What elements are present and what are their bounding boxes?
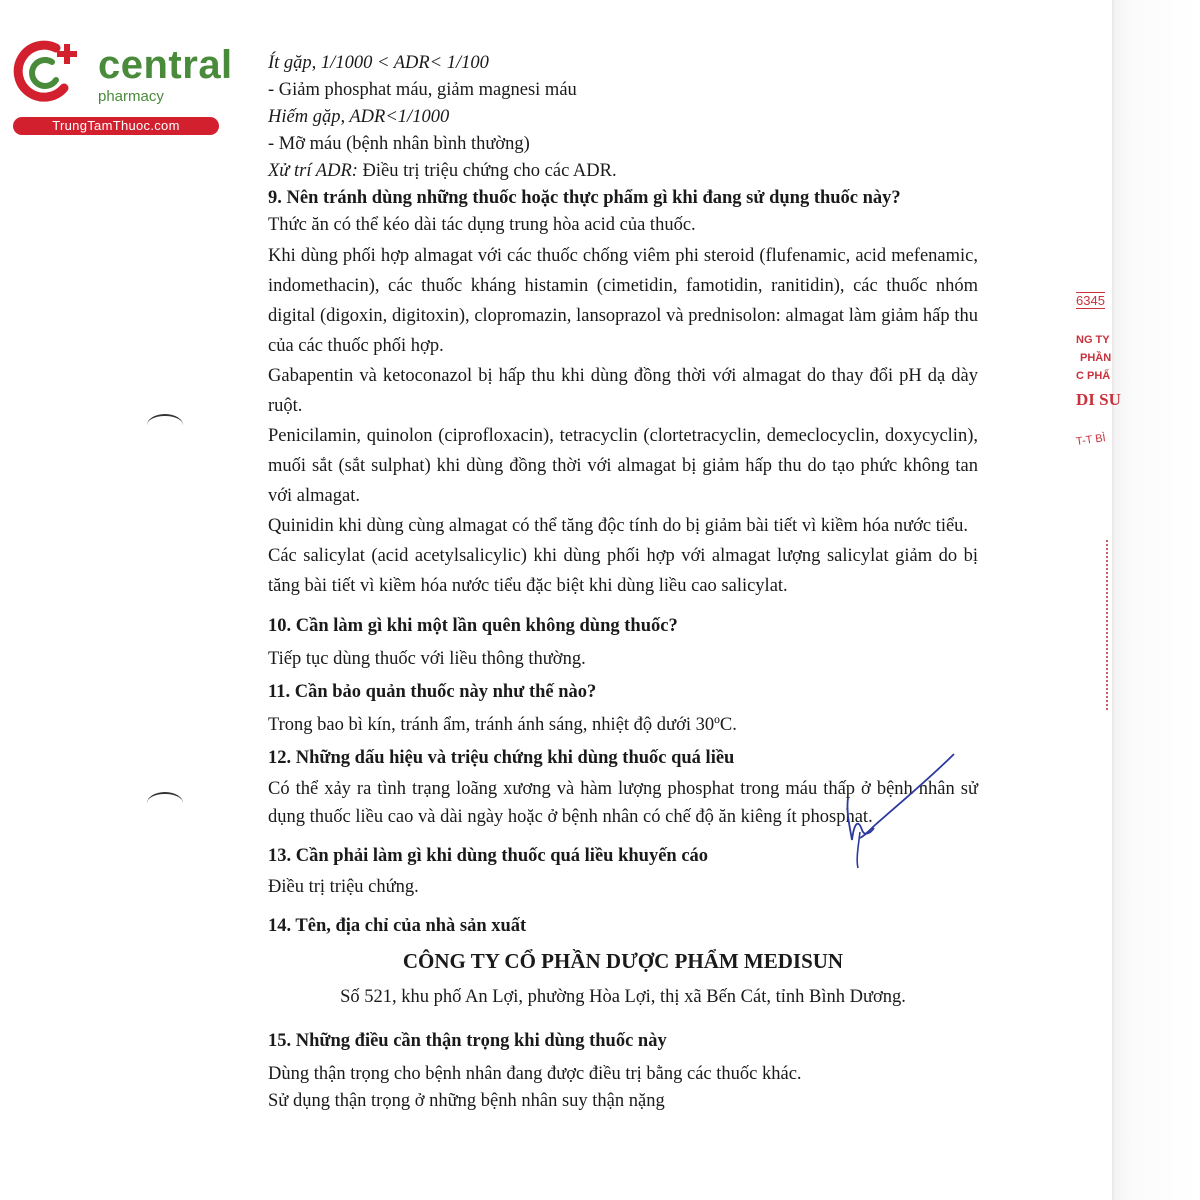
section-9-paragraph: Quinidin khi dùng cùng almagat có thể tăng độc tính do bị giảm bài tiết vì kiềm hóa nước tiểu. (268, 516, 969, 536)
section-15-line: Dùng thận trọng cho bệnh nhân đang được điều trị bằng các thuốc khác. (268, 1064, 802, 1084)
adr-uncommon-item: - Giảm phosphat máu, giảm magnesi máu (268, 80, 577, 100)
manufacturer-name: CÔNG TY CỔ PHẦN DƯỢC PHẨM MEDISUN (402, 949, 844, 973)
section-9-intro: Thức ăn có thể kéo dài tác dụng trung hòa acid của thuốc. (268, 215, 696, 235)
adr-handling-text: Điều trị triệu chứng cho các ADR. (357, 161, 617, 181)
logo-wordmark: central (98, 43, 233, 87)
stamp-text: 6345 (1076, 293, 1105, 308)
logo-site-badge: TrungTamThuoc.com (13, 117, 219, 135)
adr-uncommon-heading: Ít gặp, 1/1000 < ADR< 1/100 (268, 53, 489, 73)
section-14-title: 14. Tên, địa chỉ của nhà sản xuất (268, 916, 527, 936)
central-pharmacy-logo[interactable] (10, 36, 233, 136)
section-13-text: Điều trị triệu chứng. (268, 877, 419, 897)
stamp-text: DI SU (1076, 390, 1121, 409)
adr-rare-item: - Mỡ máu (bệnh nhân bình thường) (268, 134, 530, 154)
logo-tagline: pharmacy (98, 88, 164, 105)
section-9-title: 9. Nên tránh dùng những thuốc hoặc thực phẩm gì khi đang sử dụng thuốc này? (268, 188, 901, 208)
section-10-text: Tiếp tục dùng thuốc với liều thông thường. (268, 649, 586, 669)
section-15-line: Sử dụng thận trọng ở những bệnh nhân suy thận nặng (268, 1091, 665, 1111)
section-9-paragraph: Penicilamin, quinolon (ciprofloxacin), tetracyclin (clortetracyclin, demeclocyclin, doxycyclin), muối sắt (sắt sulphat) khi dùng đồng thời với almagat bị giảm hấp thu do tạo phức không tan với almagat. (268, 426, 978, 506)
logo-c-cross-icon (12, 38, 86, 104)
signature-mark (830, 748, 970, 878)
section-10-title: 10. Cần làm gì khi một lần quên không dùng thuốc? (268, 616, 678, 636)
section-13-title: 13. Cần phải làm gì khi dùng thuốc quá liều khuyến cáo (268, 846, 709, 866)
page-edge-shadow (1112, 0, 1200, 1200)
red-stamp-fragment (1070, 270, 1120, 730)
adr-handling (268, 158, 978, 185)
section-11-title: 11. Cần bảo quản thuốc này như thế nào? (268, 682, 597, 702)
section-15-title: 15. Những điều cần thận trọng khi dùng thuốc này (268, 1031, 667, 1051)
punch-hole-top (147, 414, 183, 436)
section-11-text: Trong bao bì kín, tránh ẩm, tránh ánh sáng, nhiệt độ dưới 30ºC. (268, 715, 737, 735)
stamp-text: PHẦN (1080, 352, 1112, 364)
section-12-title: 12. Những dấu hiệu và triệu chứng khi dùng thuốc quá liều (268, 748, 735, 768)
document-body (268, 50, 978, 1115)
stamp-text: C PHẨ (1076, 370, 1111, 382)
section-9-paragraph: Các salicylat (acid acetylsalicylic) khi dùng phối hợp với almagat lượng salicylat giảm do bị tăng bài tiết vì kiềm hóa nước tiểu đặc biệt khi dùng liều cao salicylat. (268, 546, 978, 596)
section-9-paragraph: Gabapentin và ketoconazol bị hấp thu khi dùng đồng thời với almagat do thay đổi pH dạ dày ruột. (268, 366, 978, 416)
manufacturer-address: Số 521, khu phố An Lợi, phường Hòa Lợi, thị xã Bến Cát, tỉnh Bình Dương. (340, 987, 906, 1007)
section-12-text: Có thể xảy ra tình trạng loãng xương và hàm lượng phosphat trong máu thấp ở bệnh nhân sử dụng thuốc liều cao và dài ngày hoặc ở bệnh nhân có chế độ ăn kiêng ít phosphat. (268, 779, 978, 827)
adr-handling-label: Xử trí ADR: (268, 161, 358, 181)
stamp-text: NG TY (1076, 334, 1110, 346)
section-9-paragraph: Khi dùng phối hợp almagat với các thuốc chống viêm phi steroid (flufenamic, acid mefenamic, indomethacin), các thuốc kháng histamin (cimetidin, famotidin, ranitidin), các thuốc nhóm digital (digoxin, digitoxin), clopromazin, lansoprazol và prednisolon: almagat làm giảm hấp thu của các thuốc phối hợp. (268, 246, 978, 356)
stamp-vertical-strip (1106, 540, 1114, 710)
punch-hole-bottom (147, 792, 183, 814)
stamp-text: T-T BÌ (1075, 431, 1107, 449)
adr-rare-heading: Hiếm gặp, ADR<1/1000 (268, 107, 450, 127)
